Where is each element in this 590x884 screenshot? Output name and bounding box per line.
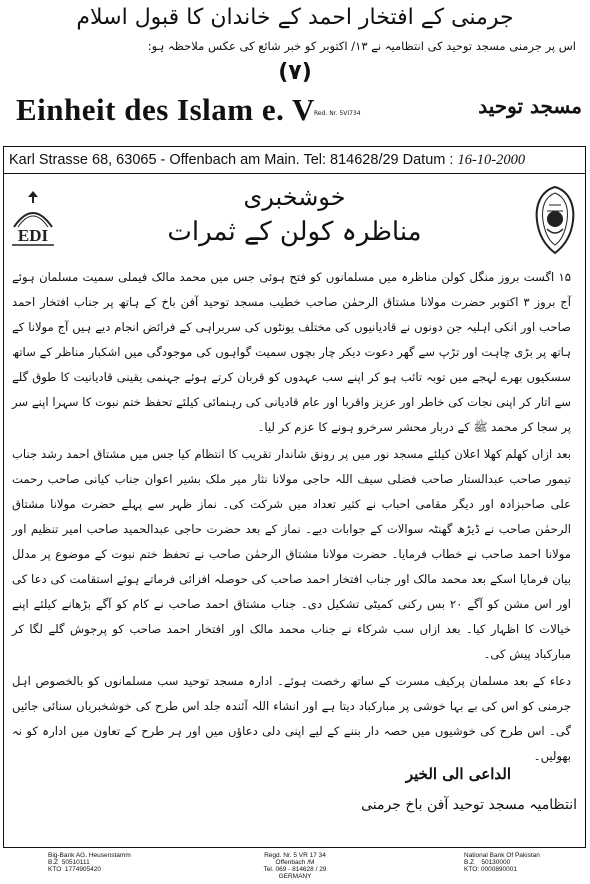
body-paragraph: دعاء کے بعد مسلمان پرکیف مسرت کے ساتھ رخصت ہوئے۔ ادارہ مسجد توحید سب مسلمانوں کو بالخصوص اہل جرمنی کو اس کی بے بہا خوشی پر مبارکباد دیتا ہے اور انشاء اللہ آئندہ جلد اس طرح کی خوشخبریاں سنائی جائیں گی۔ اس طرح کی خوشیوں میں حصہ دار بننے کے لیے اپنی دلی دعاؤں میں اور ہر طرح کے تعاون میں ادارہ کو نہ بھولیں۔	[12, 674, 571, 763]
letter-subtitle: مناظرہ کولن کے ثمرات	[167, 217, 422, 247]
headline: جرمنی کے افتخار احمد کے خاندان کا قبول اسلام	[76, 5, 514, 30]
edi-logo-text: EDI	[17, 226, 49, 245]
body-paragraph: ۱۵ اگست بروز منگل کولن مناظرہ میں مسلمانوں کو فتح ہوئی جس میں محمد مالک فیملی سمیت مسلمان ہوئے آج بروز ۳ اکتوبر حضرت مولانا مشتاق الرحمٰن صاحب خطیب مسجد توحید آفن باخ کے ہاتھ پر جناب افتخار احمد صاحب اور انکی اہلیہ جن دونوں نے قادیانیوں کی مختلف یونٹوں کی سربراہی کے فرائض انجام دیے ہیں آج مولانا کے ہاتھ پر بڑی چاہت اور تڑپ سے گھر دعوت دیکر چار بچوں سمیت گواہوں کی موجودگی میں اشکبار مناظر کے ساتھ سسکیوں بھرے لہجے میں توبہ تائب ہو کر اپنے سب عہدوں کو قربان کرتے ہوئے جہنمی یقینی قادیانیت کا طوق گلے سے اتار کر اپنی نجات کی خاطر اور عزیز واقربا اور عام قادیانی کی رہنمائی کیلئے تحفظ ختم نبوت کا سہرا اپنے سر پر سجا کر محمد ﷺ کے دربار محشر سرخرو ہونے کا عزم کر لیا۔	[12, 270, 571, 434]
body-paragraph: بعد ازاں کھلم کھلا اعلان کیلئے مسجد نور میں پر رونق شاندار تقریب کا انتظام کیا جس میں مشتاق احمد رشد جناب تیمور صاحب عبدالستار صاحب فضلی سیف اللہ حاجی مولانا نثار میر ملک بشیر اعوان جناب کیانی صاحب رحمت علی صاحبزادہ اور دیگر مقامی احباب نے کثیر تعداد میں شرکت کی۔ نماز ظہر سے پہلے حضرت مولانا مشتاق الرحمٰن صاحب نے ڈیڑھ گھنٹہ سوالات کے جوابات دیے۔ نماز کے بعد حضرت حاجی عبدالحمید صاحب امیر تنظیم اور مولانا احمد صاحب نے خطاب فرمایا۔ حضرت مولانا مشتاق الرحمٰن صاحب نے تحفظ ختم نبوت کے موضوع پر مدلل بیان فرمایا اسکے بعد محمد مالک اور جناب افتخار احمد صاحب کی حوصلہ افزائی فرماتے ہوئے استقامت کی دعا کی اور اس مشن کو آگے ۲۰ بس رکنی کمیٹی تشکیل دی۔ جناب مشتاق احمد صاحب نے کام کو آگے بڑھانے کیلئے اپنے خیالات کا اظہار کیا۔ بعد ازاں سب شرکاء نے جناب محمد مالک اور افتخار احمد صاحب کو پرجوش گلے لگا کر مبارکباد پیش کی۔	[12, 447, 571, 661]
footer-registration: Regd. Nr. 5 VR 17 34 Offenbach /M Tel. 069 - 814628 / 29 GERMANY	[263, 852, 327, 880]
footer-bank-left: Big-Bank AG. Heusenstamm B.Z 50510111 KTO 1774905420	[48, 852, 131, 873]
date-label: Datum :	[402, 152, 454, 168]
letter-body	[12, 265, 571, 771]
org-name: Einheit des Islam e. V	[16, 92, 315, 127]
reg-number: Red. Nr. 5VI734	[314, 110, 361, 117]
letter-frame	[3, 146, 586, 848]
letter-title: خوشخبری	[243, 183, 346, 211]
subline: اس پر جرمنی مسجد توحید کی انتظامیہ نے ۱۳/ اکتوبر کو خبر شائع کی عکس ملاحظہ ہو:	[147, 39, 576, 53]
closing-signatory: انتظامیہ مسجد توحید آفن باخ جرمنی	[361, 797, 577, 813]
address-text: Karl Strasse 68, 63065 - Offenbach am Main. Tel: 814628/29	[9, 152, 399, 168]
closing-salutation: الداعی الی الخیر	[405, 765, 511, 783]
footer-bank-right: National Bank Of Pakistan B.Z 50130000 KTO: 0000890001	[464, 852, 540, 873]
date-value: 16-10-2000	[457, 152, 526, 168]
page-number: (۷)	[278, 60, 312, 85]
address-bar	[4, 147, 585, 174]
org-name-urdu: مسجد توحید	[478, 94, 582, 118]
